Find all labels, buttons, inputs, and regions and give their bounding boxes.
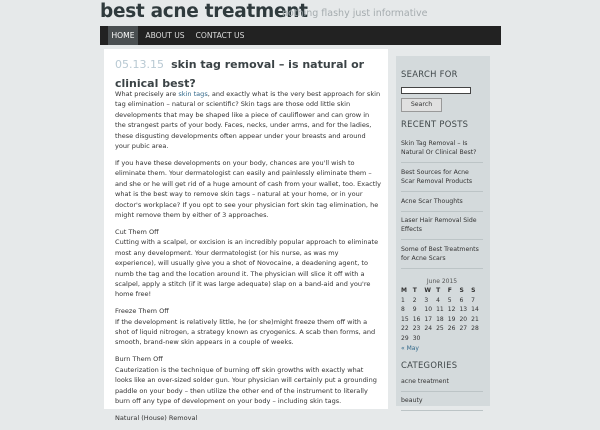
calendar-caption: June 2015 bbox=[426, 278, 458, 285]
calendar-day: 17 bbox=[424, 315, 433, 323]
post-text: What precisely are bbox=[115, 90, 179, 98]
recent-post-link[interactable]: Skin Tag Removal – Is Natural Or Clinical Best? bbox=[401, 139, 483, 163]
calendar-week bbox=[401, 334, 483, 344]
calendar-day: 26 bbox=[447, 325, 456, 332]
post-title[interactable]: skin tag removal – is natural or clinical best? bbox=[115, 58, 365, 90]
calendar-day: 13 bbox=[459, 306, 468, 313]
calendar-day: 5 bbox=[447, 296, 452, 304]
weekday: F bbox=[447, 287, 452, 294]
calendar-day: 22 bbox=[401, 325, 409, 332]
weekday: S bbox=[459, 287, 464, 294]
calendar-day: 9 bbox=[412, 306, 417, 313]
recent-posts-heading: RECENT POSTS bbox=[401, 119, 469, 129]
post-text: , and exactly what is the very best approach for skin tag elimination – natural or scientific? Skin tags are those odd little skin developments that may be shaped like a piece of cauliflower and can grow in the strangest parts of your body. Faces, necks, under arms, and for the ladies, these disgusting developments often appear under your breasts and around your pubic area. bbox=[115, 90, 381, 151]
post-date: 05.13.15 bbox=[115, 58, 164, 71]
calendar-day bbox=[471, 334, 483, 344]
weekday: T bbox=[436, 287, 441, 294]
search-input[interactable] bbox=[401, 87, 471, 94]
calendar-day: 11 bbox=[436, 306, 444, 313]
calendar-day: 20 bbox=[459, 315, 468, 323]
post-header bbox=[115, 53, 380, 91]
calendar-prev-month-link[interactable]: « May bbox=[401, 345, 419, 352]
main-content bbox=[104, 49, 388, 422]
calendar-day: 1 bbox=[401, 296, 405, 304]
recent-posts-list bbox=[401, 139, 483, 274]
search-heading: SEARCH FOR bbox=[401, 69, 458, 79]
section-title: Natural (House) Removal bbox=[115, 413, 198, 422]
site-tagline: nothing flashy just informative bbox=[282, 8, 428, 19]
skin-tags-link[interactable]: skin tags bbox=[178, 90, 208, 98]
calendar-day: 30 bbox=[412, 334, 421, 342]
calendar-day: 6 bbox=[459, 296, 464, 304]
post-section bbox=[115, 354, 381, 406]
calendar-day bbox=[448, 334, 460, 344]
section-title: Freeze Them Off bbox=[115, 307, 169, 316]
calendar-day: 14 bbox=[471, 306, 479, 313]
post-paragraph: If you have these developments on your body, chances are you'll wish to eliminate them. Your dermatologist can easily and painlessly eliminate them – and she or he will get rid of a huge amount of cash from your wallet, too. Exactly what is the best way to remove skin tags – natural at your home, or in your doctor's workplace? If you opt to see your physician fort skin tag elimination, he might remove them by either of 3 approaches. bbox=[115, 158, 381, 219]
section-text: If the development is relatively little, he (or she)might freeze them off with a shot of liquid nitrogen, a strategy known as cryogenics. A scab then forms, and smooth, brand-new skin appears in a couple of weeks. bbox=[115, 317, 376, 347]
nav-contact-us[interactable]: CONTACT US bbox=[195, 31, 245, 40]
weekday: S bbox=[471, 287, 476, 294]
post-section bbox=[115, 413, 381, 423]
section-text: Cutting with a scalpel, or excision is an incredibly popular approach to eliminate most any development. Your dermatologist (or his nurse, as was my experience), will usually give you a shot of Novocaine, a deadening agent, to numb the tag and the location around it. The physician will slice it off with a scalpel, apply a stitch (if it was large adequate) slap on a band-aid and you're home free! bbox=[115, 238, 379, 299]
categories-heading: CATEGORIES bbox=[401, 360, 458, 370]
calendar-day: 29 bbox=[401, 334, 409, 342]
calendar-week bbox=[401, 315, 483, 325]
calendar-day: 18 bbox=[436, 315, 444, 323]
weekday: T bbox=[412, 287, 417, 294]
search-button[interactable]: Search bbox=[401, 98, 442, 112]
calendar-day: 16 bbox=[412, 315, 421, 323]
calendar-day bbox=[424, 334, 436, 344]
sidebar bbox=[396, 56, 490, 406]
section-text: Cauterization is the technique of burning off skin growths with exactly what looks like an over-sized solder gun. Your physician will certainly put a grounding paddle on your body – then utilize the other end of the instrument to literally burn off any type of development on your body – including skin tags. bbox=[115, 365, 377, 405]
calendar bbox=[401, 277, 483, 352]
recent-post-link[interactable]: Best Sources for Acne Scar Removal Products bbox=[401, 168, 483, 192]
calendar-week bbox=[401, 324, 483, 334]
site-header bbox=[100, 0, 500, 26]
recent-post-link[interactable]: Laser Hair Removal Side Effects bbox=[401, 216, 483, 240]
section-title: Cut Them Off bbox=[115, 227, 159, 236]
post-paragraph bbox=[115, 89, 381, 151]
calendar-weekdays bbox=[401, 286, 483, 296]
calendar-day: 19 bbox=[447, 315, 456, 323]
calendar-day: 7 bbox=[471, 296, 475, 304]
post-section bbox=[115, 306, 381, 348]
calendar-day: 10 bbox=[424, 306, 433, 313]
calendar-day: 25 bbox=[436, 325, 444, 332]
calendar-day bbox=[459, 334, 471, 344]
categories-list bbox=[401, 377, 483, 416]
calendar-day: 24 bbox=[424, 325, 433, 332]
calendar-day: 28 bbox=[471, 325, 479, 332]
calendar-day: 12 bbox=[447, 306, 456, 313]
calendar-day: 4 bbox=[436, 296, 440, 304]
calendar-day: 21 bbox=[471, 315, 479, 323]
site-title[interactable]: best acne treatment bbox=[100, 1, 308, 22]
recent-post-link[interactable]: Acne Scar Thoughts bbox=[401, 197, 483, 212]
recent-post-link[interactable]: Some of Best Treatments for Acne Scars bbox=[401, 245, 483, 269]
calendar-week bbox=[401, 296, 483, 306]
weekday: W bbox=[424, 287, 431, 294]
section-title: Burn Them Off bbox=[115, 355, 163, 364]
calendar-day: 8 bbox=[401, 306, 405, 313]
weekday: M bbox=[401, 287, 407, 294]
nav-home[interactable]: HOME bbox=[108, 26, 138, 45]
main-nav bbox=[100, 26, 501, 45]
calendar-week bbox=[401, 305, 483, 315]
nav-about-us[interactable]: ABOUT US bbox=[145, 31, 185, 40]
calendar-day bbox=[436, 334, 448, 344]
calendar-day: 3 bbox=[424, 296, 429, 304]
calendar-day: 23 bbox=[412, 325, 421, 332]
calendar-day: 15 bbox=[401, 315, 409, 323]
post-body bbox=[115, 89, 381, 430]
post-section bbox=[115, 227, 381, 300]
calendar-day: 27 bbox=[459, 325, 468, 332]
category-link[interactable]: acne treatment bbox=[401, 377, 483, 392]
calendar-day: 2 bbox=[412, 296, 417, 304]
category-link[interactable]: beauty bbox=[401, 396, 483, 411]
